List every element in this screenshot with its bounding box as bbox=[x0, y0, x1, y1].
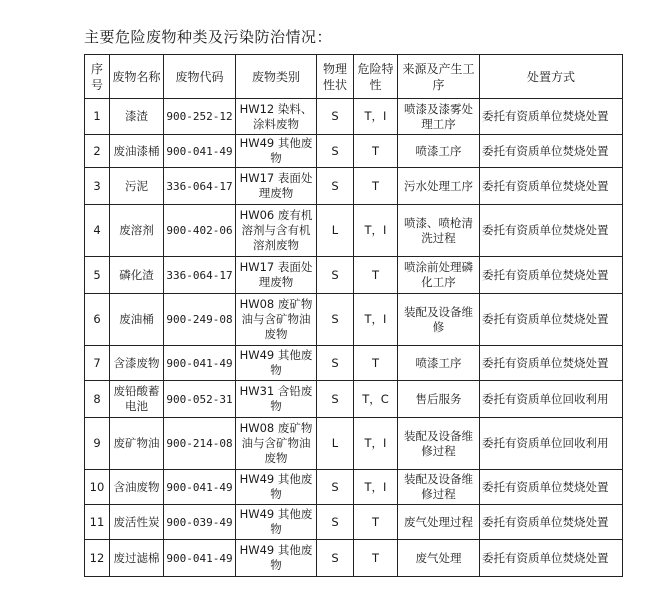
header-cell: 危险特性 bbox=[354, 55, 398, 99]
disposal-method-cell: 委托有资质单位回收利用 bbox=[480, 381, 623, 418]
header-cell: 废物代码 bbox=[164, 55, 236, 99]
waste-code-cell: 900-214-08 bbox=[164, 418, 236, 470]
source-process-cell: 喷漆及漆雾处理工序 bbox=[398, 99, 480, 135]
row-number-cell: 10 bbox=[85, 470, 110, 505]
waste-name-cell: 废溶剂 bbox=[110, 205, 164, 257]
waste-name-cell: 废油漆桶 bbox=[110, 135, 164, 168]
source-process-cell: 售后服务 bbox=[398, 381, 480, 418]
source-process-cell: 喷漆工序 bbox=[398, 135, 480, 168]
waste-code-cell: 900-041-49 bbox=[164, 540, 236, 577]
hazard-property-cell: T bbox=[354, 346, 398, 381]
physical-state-cell: S bbox=[317, 99, 354, 135]
row-number-cell: 2 bbox=[85, 135, 110, 168]
table-row bbox=[85, 470, 623, 505]
row-number-cell: 9 bbox=[85, 418, 110, 470]
hazard-property-cell: T bbox=[354, 505, 398, 540]
source-process-cell: 装配及设备维修过程 bbox=[398, 470, 480, 505]
waste-category-cell: HW17 表面处理废物 bbox=[236, 168, 317, 205]
waste-name-cell: 废过滤棉 bbox=[110, 540, 164, 577]
waste-category-cell: HW06 废有机溶剂与含有机溶剂废物 bbox=[236, 205, 317, 257]
disposal-method-cell: 委托有资质单位回收利用 bbox=[480, 418, 623, 470]
source-process-cell: 污水处理工序 bbox=[398, 168, 480, 205]
table-row bbox=[85, 135, 623, 168]
waste-code-cell: 900-041-49 bbox=[164, 346, 236, 381]
hazard-property-cell: T bbox=[354, 135, 398, 168]
row-number-cell: 7 bbox=[85, 346, 110, 381]
waste-category-cell: HW12 染料、涂料废物 bbox=[236, 99, 317, 135]
physical-state-cell: S bbox=[317, 346, 354, 381]
hazard-property-cell: T，I bbox=[354, 418, 398, 470]
waste-name-cell: 磷化渣 bbox=[110, 257, 164, 294]
physical-state-cell: S bbox=[317, 505, 354, 540]
header-cell: 来源及产生工序 bbox=[398, 55, 480, 99]
hazard-property-cell: T，I bbox=[354, 205, 398, 257]
header-cell: 废物类别 bbox=[236, 55, 317, 99]
physical-state-cell: S bbox=[317, 381, 354, 418]
waste-category-cell: HW08 废矿物油与含矿物油废物 bbox=[236, 294, 317, 346]
hazard-property-cell: T bbox=[354, 540, 398, 577]
disposal-method-cell: 委托有资质单位焚烧处置 bbox=[480, 168, 623, 205]
header-cell: 物理性状 bbox=[317, 55, 354, 99]
hazard-property-cell: T bbox=[354, 168, 398, 205]
waste-name-cell: 含油废物 bbox=[110, 470, 164, 505]
waste-category-cell: HW31 含铅废物 bbox=[236, 381, 317, 418]
waste-code-cell: 900-039-49 bbox=[164, 505, 236, 540]
table-row bbox=[85, 168, 623, 205]
waste-name-cell: 含漆废物 bbox=[110, 346, 164, 381]
table-row bbox=[85, 540, 623, 577]
source-process-cell: 喷漆工序 bbox=[398, 346, 480, 381]
source-process-cell: 装配及设备维修 bbox=[398, 294, 480, 346]
physical-state-cell: S bbox=[317, 135, 354, 168]
waste-category-cell: HW49 其他废物 bbox=[236, 540, 317, 577]
waste-category-cell: HW08 废矿物油与含矿物油废物 bbox=[236, 418, 317, 470]
waste-name-cell: 漆渣 bbox=[110, 99, 164, 135]
disposal-method-cell: 委托有资质单位焚烧处置 bbox=[480, 99, 623, 135]
waste-code-cell: 900-402-06 bbox=[164, 205, 236, 257]
table-row bbox=[85, 346, 623, 381]
disposal-method-cell: 委托有资质单位焚烧处置 bbox=[480, 205, 623, 257]
header-cell: 序号 bbox=[85, 55, 110, 99]
waste-code-cell: 336-064-17 bbox=[164, 168, 236, 205]
waste-name-cell: 废油桶 bbox=[110, 294, 164, 346]
waste-category-cell: HW49 其他废物 bbox=[236, 346, 317, 381]
waste-name-cell: 废矿物油 bbox=[110, 418, 164, 470]
row-number-cell: 5 bbox=[85, 257, 110, 294]
source-process-cell: 喷漆、喷枪清洗过程 bbox=[398, 205, 480, 257]
disposal-method-cell: 委托有资质单位焚烧处置 bbox=[480, 346, 623, 381]
waste-category-cell: HW17 表面处理废物 bbox=[236, 257, 317, 294]
table-row bbox=[85, 99, 623, 135]
waste-name-cell: 废活性炭 bbox=[110, 505, 164, 540]
section-heading: 主要危险废物种类及污染防治情况： bbox=[84, 28, 333, 46]
row-number-cell: 11 bbox=[85, 505, 110, 540]
header-cell: 处置方式 bbox=[480, 55, 623, 99]
waste-code-cell: 900-252-12 bbox=[164, 99, 236, 135]
waste-code-cell: 900-041-49 bbox=[164, 135, 236, 168]
table-row bbox=[85, 418, 623, 470]
waste-code-cell: 900-052-31 bbox=[164, 381, 236, 418]
waste-code-cell: 900-041-49 bbox=[164, 470, 236, 505]
disposal-method-cell: 委托有资质单位焚烧处置 bbox=[480, 135, 623, 168]
table-row bbox=[85, 294, 623, 346]
disposal-method-cell: 委托有资质单位焚烧处置 bbox=[480, 470, 623, 505]
hazard-property-cell: T bbox=[354, 257, 398, 294]
waste-code-cell: 900-249-08 bbox=[164, 294, 236, 346]
physical-state-cell: S bbox=[317, 168, 354, 205]
waste-category-cell: HW49 其他废物 bbox=[236, 135, 317, 168]
source-process-cell: 装配及设备维修过程 bbox=[398, 418, 480, 470]
waste-name-cell: 污泥 bbox=[110, 168, 164, 205]
header-cell: 废物名称 bbox=[110, 55, 164, 99]
disposal-method-cell: 委托有资质单位焚烧处置 bbox=[480, 540, 623, 577]
disposal-method-cell: 委托有资质单位焚烧处置 bbox=[480, 505, 623, 540]
hazard-property-cell: T，I bbox=[354, 294, 398, 346]
table-row bbox=[85, 381, 623, 418]
table-row bbox=[85, 505, 623, 540]
source-process-cell: 废气处理 bbox=[398, 540, 480, 577]
table-row bbox=[85, 257, 623, 294]
row-number-cell: 1 bbox=[85, 99, 110, 135]
waste-code-cell: 336-064-17 bbox=[164, 257, 236, 294]
physical-state-cell: S bbox=[317, 540, 354, 577]
source-process-cell: 喷涂前处理磷化工序 bbox=[398, 257, 480, 294]
row-number-cell: 3 bbox=[85, 168, 110, 205]
waste-category-cell: HW49 其他废物 bbox=[236, 470, 317, 505]
physical-state-cell: S bbox=[317, 257, 354, 294]
hazard-property-cell: T，I bbox=[354, 99, 398, 135]
disposal-method-cell: 委托有资质单位焚烧处置 bbox=[480, 294, 623, 346]
physical-state-cell: L bbox=[317, 418, 354, 470]
row-number-cell: 4 bbox=[85, 205, 110, 257]
hazardous-waste-table bbox=[84, 54, 623, 577]
physical-state-cell: L bbox=[317, 205, 354, 257]
waste-category-cell: HW49 其他废物 bbox=[236, 505, 317, 540]
physical-state-cell: S bbox=[317, 294, 354, 346]
row-number-cell: 6 bbox=[85, 294, 110, 346]
disposal-method-cell: 委托有资质单位焚烧处置 bbox=[480, 257, 623, 294]
table-header-row bbox=[85, 55, 623, 99]
row-number-cell: 8 bbox=[85, 381, 110, 418]
row-number-cell: 12 bbox=[85, 540, 110, 577]
physical-state-cell: S bbox=[317, 470, 354, 505]
hazard-property-cell: T，C bbox=[354, 381, 398, 418]
table-row bbox=[85, 205, 623, 257]
waste-name-cell: 废铅酸蓄电池 bbox=[110, 381, 164, 418]
hazard-property-cell: T，I bbox=[354, 470, 398, 505]
source-process-cell: 废气处理过程 bbox=[398, 505, 480, 540]
